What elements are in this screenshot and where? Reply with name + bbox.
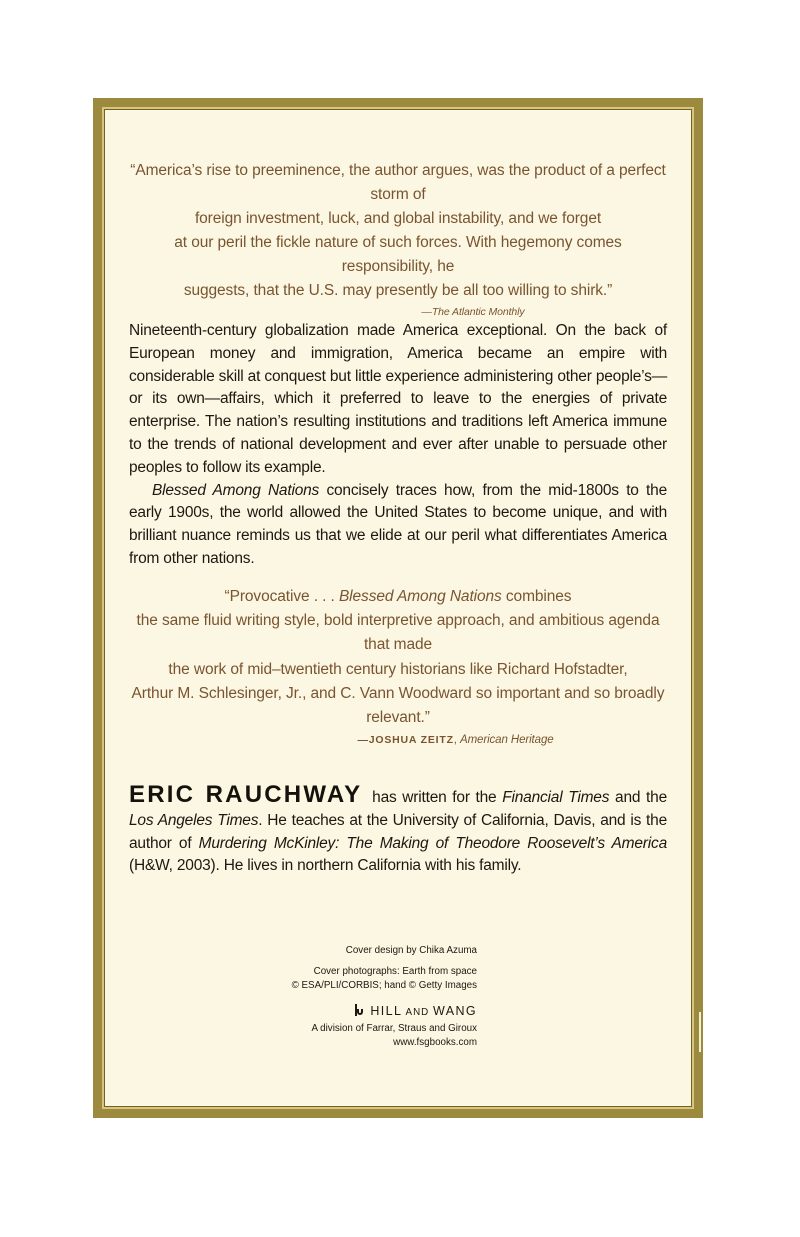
- quote-line: foreign investment, luck, and global instability, and we forget: [194, 210, 602, 227]
- quote-text: combines: [501, 588, 572, 605]
- cover-credits: [277, 944, 477, 1051]
- review-quote-atlantic: [129, 159, 667, 321]
- author-bio: [129, 781, 667, 878]
- quote-line: at our peril the fickle nature of such forces. With hegemony comes responsibility, he: [174, 234, 622, 275]
- description-text: concisely traces how, from the mid-1800s to the early 1900s, the world allowed the United States to become unique, and with brilliant nuance reminds us that we elide at our peril what differentiates America from other nations.: [129, 481, 667, 567]
- bio-italic: Los Angeles Times: [129, 811, 259, 829]
- reviewer-name: —JOSHUA ZEITZ: [357, 734, 454, 747]
- photo-credit: © ESA/PLI/CORBIS; hand © Getty Images: [291, 980, 477, 991]
- description-paragraph-2: [129, 480, 667, 571]
- quote-line: Arthur M. Schlesinger, Jr., and C. Vann Woodward so important and so broadly relevant.”: [131, 684, 665, 727]
- quote-text: “Provocative . . .: [224, 588, 339, 605]
- cover-content: [129, 107, 667, 1109]
- publisher-logo-icon: [353, 1004, 364, 1016]
- quote-line: [129, 585, 667, 609]
- book-description: [129, 320, 667, 571]
- quote-attribution: —The Atlantic Monthly: [421, 306, 525, 318]
- author-name: ERIC RAUCHWAY: [129, 781, 363, 808]
- publisher-name: WANG: [432, 1003, 477, 1018]
- bio-italic: Financial Times: [502, 789, 610, 806]
- quote-line: “America’s rise to preeminence, the author argues, was the product of a perfect storm of: [130, 162, 666, 203]
- book-title: Blessed Among Nations: [152, 481, 320, 499]
- publisher-url: www.fsgbooks.com: [393, 1037, 477, 1048]
- publisher-division: A division of Farrar, Straus and Giroux: [311, 1022, 477, 1034]
- publisher-name: AND: [402, 1006, 433, 1018]
- bio-text: . He teaches at the University of California, Davis, and is the author of: [129, 811, 667, 852]
- back-cover-panel: [93, 98, 703, 1118]
- bio-text: and the: [609, 789, 667, 806]
- book-title: Blessed Among Nations: [338, 588, 502, 605]
- quote-attribution: [244, 730, 667, 750]
- description-paragraph-1: Nineteenth-century globalization made America exceptional. On the back of European money and immigration, America became an empire with considerable skill at conquest but little experience administering other people’s—or its own—affairs, which it preferred to leave to the energies of private enterprise. The nation’s resulting institutions and traditions left America immune to the trends of national development and ever after unable to persuade other peoples to follow its example.: [129, 322, 667, 476]
- publication-name: American Heritage: [460, 734, 554, 747]
- decorative-mark: [699, 1012, 701, 1052]
- bio-text: (H&W, 2003). He lives in northern California with his family.: [129, 857, 522, 875]
- design-credit: Cover design by Chika Azuma: [345, 945, 477, 956]
- separator: ,: [453, 734, 460, 747]
- publisher-imprint: [277, 1002, 477, 1022]
- bio-italic: Murdering McKinley: The Making of Theodore Roosevelt’s America: [198, 834, 667, 852]
- bio-text: has written for the: [366, 789, 503, 806]
- quote-line: the work of mid–twentieth century historians like Richard Hofstadter,: [168, 660, 628, 678]
- review-quote-american-heritage: [129, 585, 667, 750]
- photo-credit: Cover photographs: Earth from space: [313, 965, 477, 977]
- publisher-name: HILL: [370, 1003, 403, 1018]
- quote-line: suggests, that the U.S. may presently be all too willing to shirk.”: [183, 282, 613, 299]
- quote-line: the same fluid writing style, bold interpretive approach, and ambitious agenda that made: [136, 612, 660, 654]
